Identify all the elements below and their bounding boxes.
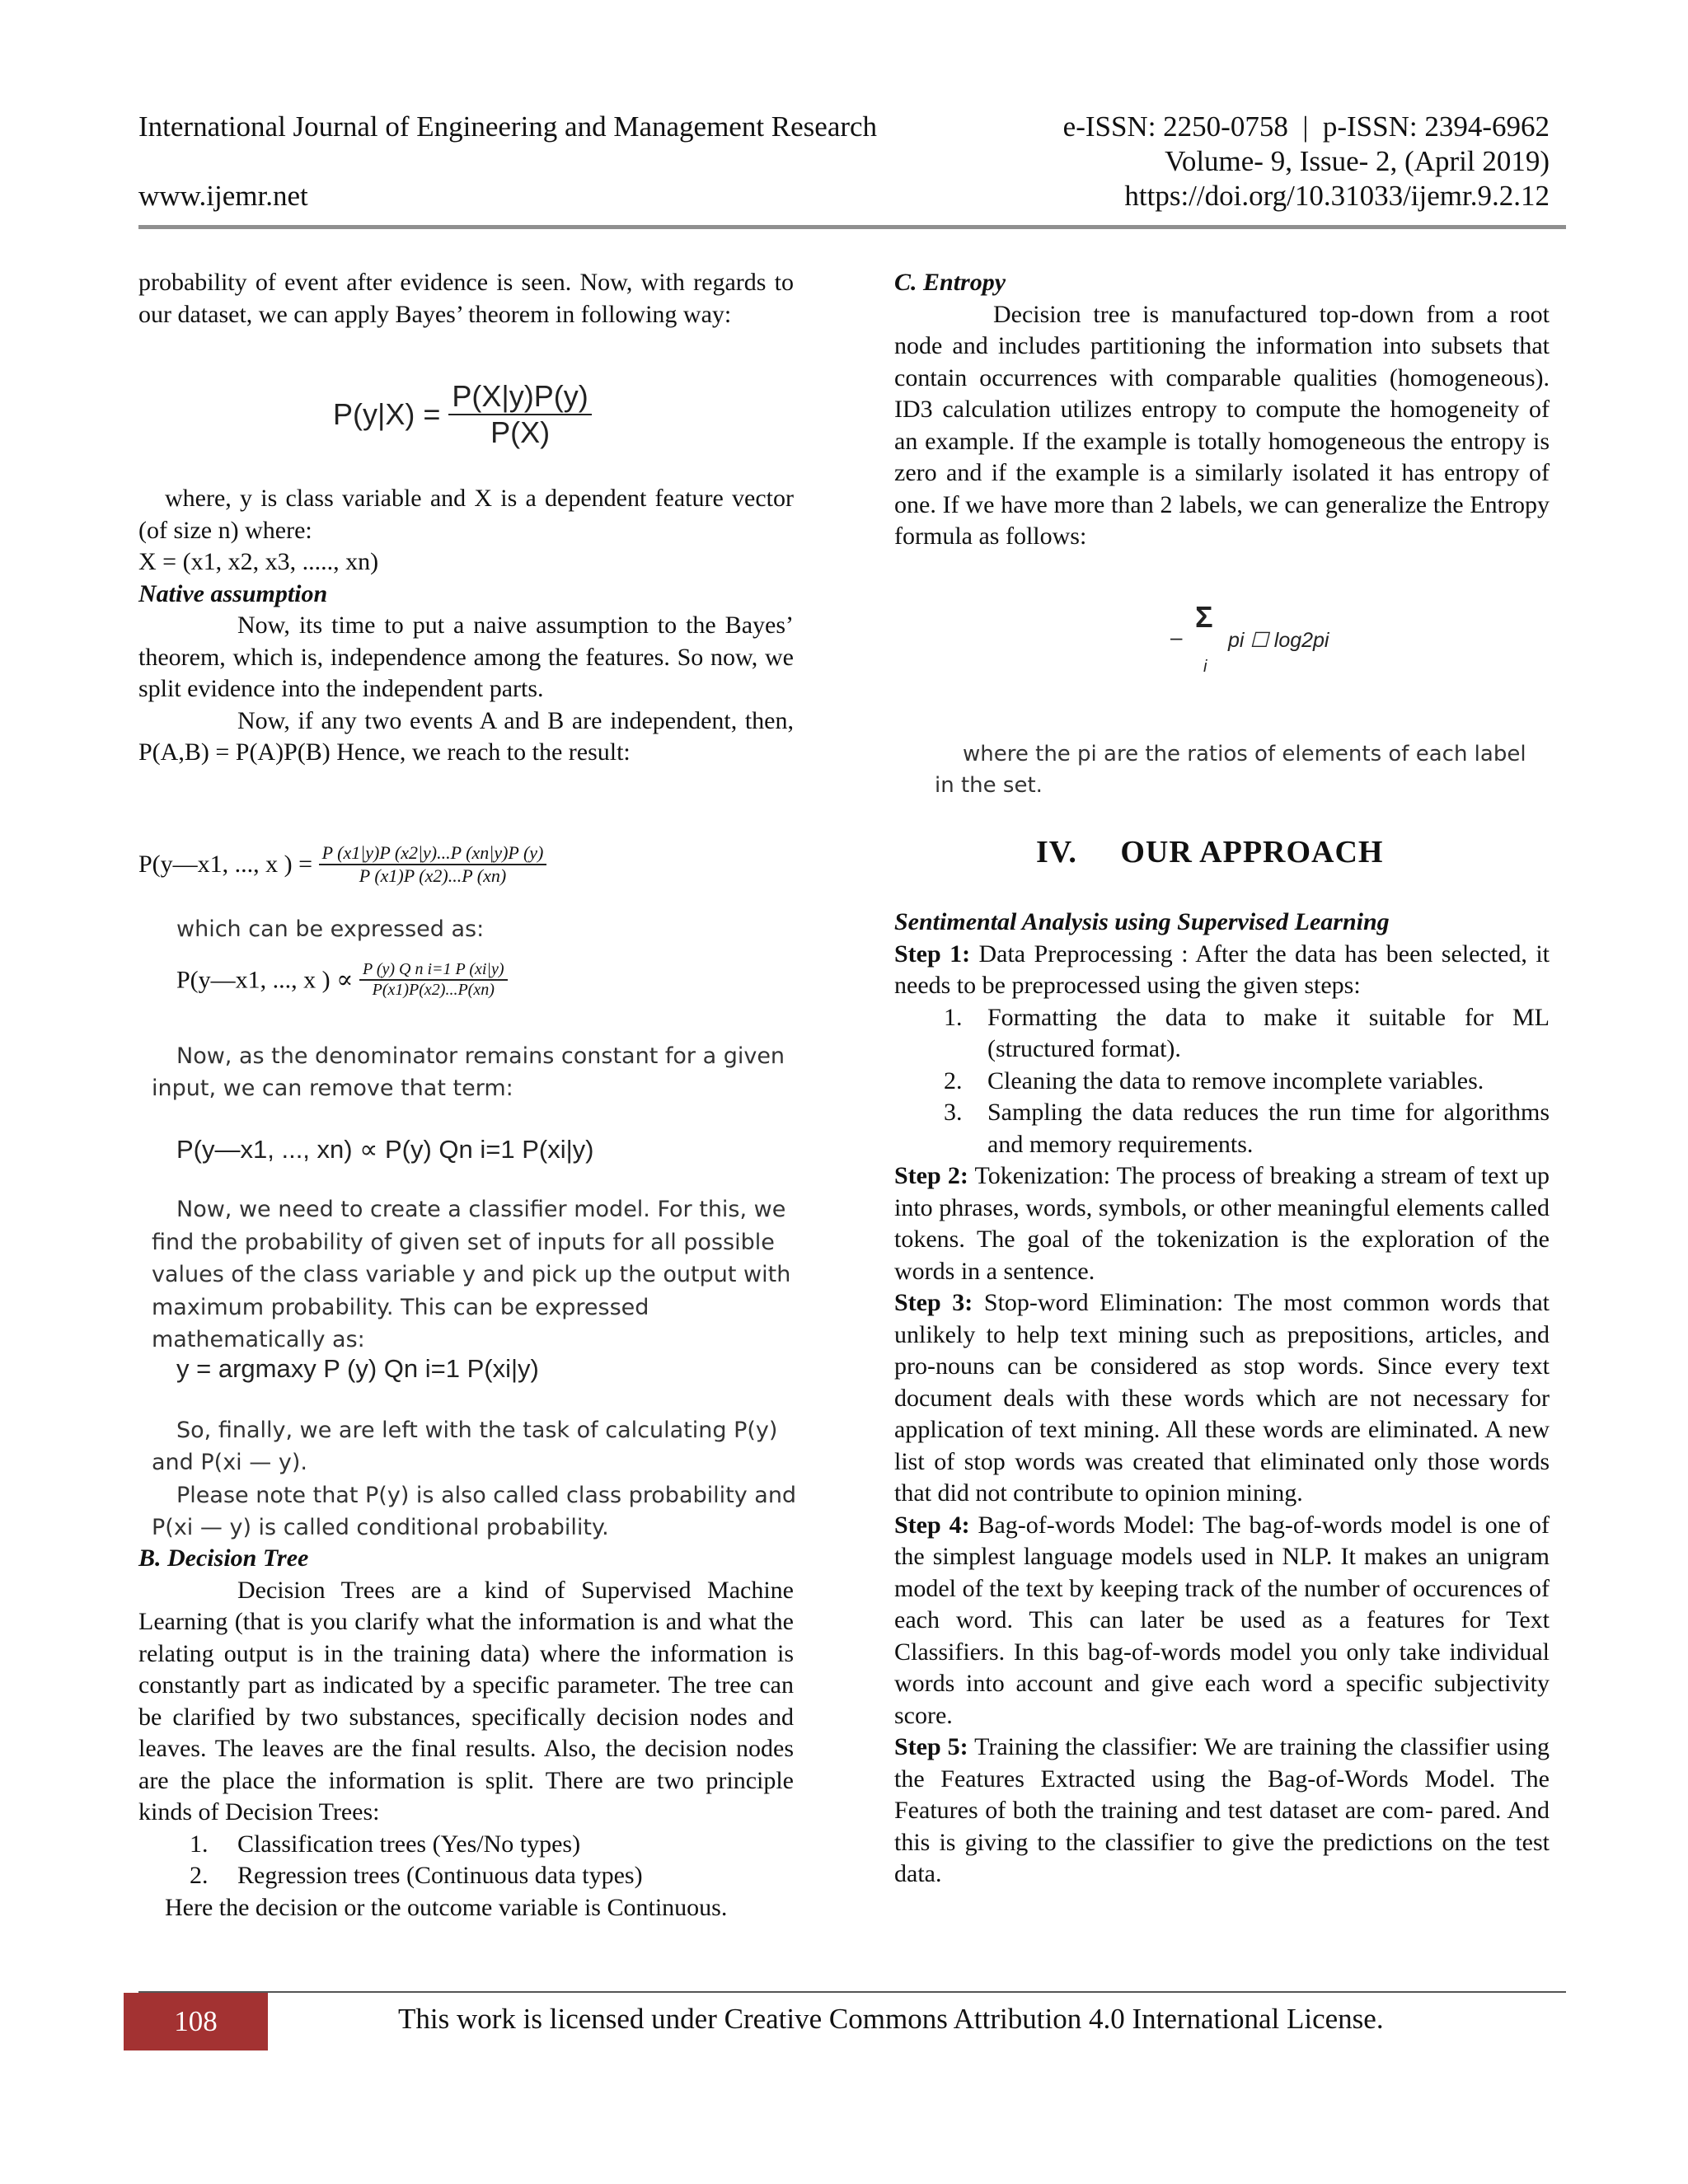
list-item — [138, 1860, 794, 1892]
native-paragraph-1: Now, its time to put a naive assumption to the Bayes’ theorem, which is, independence among the features. So now, we split evidence into the independent parts. — [138, 612, 794, 702]
bayes-equation — [333, 379, 592, 450]
entropy-section — [894, 267, 1550, 553]
step-2-paragraph — [894, 1160, 1550, 1287]
step-1-paragraph — [894, 939, 1550, 1002]
naive-equation-1 — [138, 842, 546, 887]
step-2-text: Tokenization: The process of breaking a stream of text up into phrases, words, symbols, or other meaningful elements called tokens. The goal of the tokenization is the exploration of the words in a sentence. — [894, 1162, 1550, 1285]
classifier-text: Now, we need to create a classifier model. For this, we find the probability of given set of inputs for all possible values of the class variable y and pick up the output with maximum probability. This can be expressed mathematically as: — [152, 1197, 791, 1352]
step-4-text: Bag-of-words Model: The bag-of-words model is one of the simplest language models used in NLP. It makes an unigram model of the text by keeping track of the number of occurences of each word. This can later be used as a features for Text Classifiers. In this bag-of-words model you only take individual words into account and give each word a specific subjectivity score. — [894, 1511, 1550, 1729]
step-3-paragraph — [894, 1287, 1550, 1510]
list-number: 2. — [944, 1066, 963, 1094]
step-4-label: Step 4: — [894, 1511, 970, 1539]
list-text: Cleaning the data to remove incomplete variables. — [987, 1066, 1484, 1094]
preprocessing-steps-list — [894, 1002, 1550, 1161]
bayes-lhs: P(y|X) = — [333, 397, 441, 431]
step-3-label: Step 3: — [894, 1289, 973, 1316]
note-text: Please note that P(y) is also called class probability and P(xi — y) is called conditional probability. — [152, 1483, 797, 1540]
list-item — [894, 1066, 1550, 1098]
list-text: Formatting the data to make it suitable for ML (structured format). — [987, 1003, 1550, 1062]
expressed-text: which can be expressed as: — [176, 916, 485, 942]
proportional-equation: P(y—x1, ..., xn) ∝ P(y) Qn i=1 P(xi|y) — [176, 1135, 594, 1164]
license-text[interactable]: This work is licensed under Creative Commons Attribution 4.0 International License. — [398, 2003, 1384, 2035]
step-5-text: Training the classifier: We are training the classifier using the Features Extracted using the Bag-of-Words Model. The Features of both the training and test dataset are com- pared. And this is giving to the classifier to give the predictions on the test data. — [894, 1733, 1550, 1887]
bayes-fraction — [448, 379, 591, 450]
naive-eq1-lhs: P(y—x1, ..., x ) = — [138, 851, 313, 878]
native-paragraph-2: Now, if any two events A and B are independent, then, P(A,B) = P(A)P(B) Hence, we reach to the result: — [138, 706, 794, 766]
list-number: 2. — [190, 1862, 209, 1889]
step-5-label: Step 5: — [894, 1733, 968, 1760]
step-5-paragraph — [894, 1732, 1550, 1891]
naive-eq1-fraction — [319, 842, 547, 887]
list-item — [894, 1002, 1550, 1066]
entropy-where-text: where the pi are the ratios of elements of each label in the set. — [935, 742, 1526, 798]
minus-sign: – — [1170, 625, 1183, 649]
sigma-symbol: Σ — [1195, 600, 1213, 634]
list-number: 3. — [944, 1099, 963, 1126]
intro-paragraph: probability of event after evidence is seen. Now, with regards to our dataset, we can apply Bayes’ theorem in following way: — [138, 269, 794, 328]
native-assumption-heading: Native assumption — [138, 579, 328, 607]
journal-title: International Journal of Engineering and Management Research — [138, 110, 878, 143]
list-number: 1. — [944, 1003, 963, 1031]
list-item — [894, 1097, 1550, 1160]
website-link[interactable]: www.ijemr.net — [138, 180, 308, 212]
header-rule — [138, 225, 1566, 229]
decision-tree-heading: B. Decision Tree — [138, 1544, 309, 1572]
decision-tree-types-list — [138, 1829, 794, 1892]
x-vector: X = (x1, x2, x3, ....., xn) — [138, 548, 379, 575]
entropy-heading: C. Entropy — [894, 269, 1006, 296]
naive-equation-2 — [176, 960, 508, 1000]
sentiment-heading: Sentimental Analysis using Supervised Learning — [894, 908, 1390, 935]
doi-link[interactable]: https://doi.org/10.31033/ijemr.9.2.12 — [1124, 180, 1550, 212]
list-number: 1. — [190, 1830, 209, 1858]
list-text: Regression trees (Continuous data types) — [237, 1862, 643, 1889]
entropy-formula — [1170, 600, 1352, 691]
bayes-denominator: P(X) — [490, 415, 551, 449]
list-text: Sampling the data reduces the run time for algorithms and memory requirements. — [987, 1099, 1550, 1158]
step-4-paragraph — [894, 1510, 1550, 1732]
entropy-paragraph: Decision tree is manufactured top-down from a root node and includes partitioning the information into subsets that contain occurrences with comparable qualities (homogeneous). ID3 calculation utilizes entropy to compute the homogeneity of an example. If the example is totally homogeneous the entropy is zero and if the example is a similarly isolated it has entropy of one. If we have more than 2 labels, we can generalize the Entropy formula as follows: — [894, 300, 1550, 550]
naive-eq2-numerator: P (y) Q n i=1 P (xi|y) — [359, 960, 508, 981]
naive-eq2-denominator: P(x1)P(x2)...P(xn) — [372, 981, 495, 999]
where-paragraph: where, y is class variable and X is a dependent feature vector (of size n) where: — [138, 485, 794, 544]
step-2-label: Step 2: — [894, 1162, 968, 1189]
naive-eq2-lhs: P(y—x1, ..., x ) ∝ — [176, 966, 354, 994]
left-column-2 — [138, 483, 794, 769]
list-text: Classification trees (Yes/No types) — [237, 1830, 581, 1858]
naive-eq1-denominator: P (x1)P (x2)...P (xn) — [359, 865, 507, 886]
page-number: 108 — [174, 2005, 218, 2037]
issn-line: e-ISSN: 2250-0758 | p-ISSN: 2394-6962 — [1062, 110, 1550, 143]
decision-tree-section — [138, 1543, 794, 1924]
step-3-text: Stop-word Elimination: The most common words that unlikely to help text mining such as prepositions, articles, and pro-nouns can be considered as stop words. Since every text document deals with these words which are not necessary for application of text mining. All these words are eliminated. A new list of stop words was created that eliminated only those words that did not contribute to opinion mining. — [894, 1289, 1550, 1507]
section-heading-approach: IV. OUR APPROACH — [1036, 835, 1384, 869]
bayes-numerator: P(X|y)P(y) — [448, 379, 591, 415]
decision-tree-outcome: Here the decision or the outcome variable is Continuous. — [165, 1893, 728, 1921]
argmax-equation: y = argmaxy P (y) Qn i=1 P(xi|y) — [176, 1354, 539, 1383]
list-item — [138, 1829, 794, 1861]
left-column — [138, 267, 794, 330]
naive-eq2-fraction — [359, 960, 508, 1000]
decision-tree-paragraph: Decision Trees are a kind of Supervised Machine Learning (that is you clarify what the information is and what the relating output is in the training data) where the information is constantly part as indicated by a specific parameter. The tree can be clarified by two substances, specifically decision nodes and leaves. The leaves are the final results. Also, the decision nodes are the place the information is split. There are two principle kinds of Decision Trees: — [138, 1576, 794, 1825]
sum-index: i — [1203, 658, 1207, 676]
step-1-label: Step 1: — [894, 940, 971, 968]
approach-section — [894, 907, 1550, 1891]
finally-text: So, finally, we are left with the task of calculating P(y) and P(xi — y). — [152, 1418, 778, 1475]
volume-line: Volume- 9, Issue- 2, (April 2019) — [1165, 145, 1550, 177]
step-1-text: Data Preprocessing : After the data has been selected, it needs to be preprocessed using the given steps: — [894, 940, 1550, 999]
naive-eq1-numerator: P (x1|y)P (x2|y)...P (xn|y)P (y) — [319, 842, 547, 865]
footer-rule — [138, 1991, 1566, 1993]
entropy-term: pi ☐ log2pi — [1228, 629, 1329, 652]
denominator-text: Now, as the denominator remains constant for a given input, we can remove that term: — [152, 1043, 785, 1101]
